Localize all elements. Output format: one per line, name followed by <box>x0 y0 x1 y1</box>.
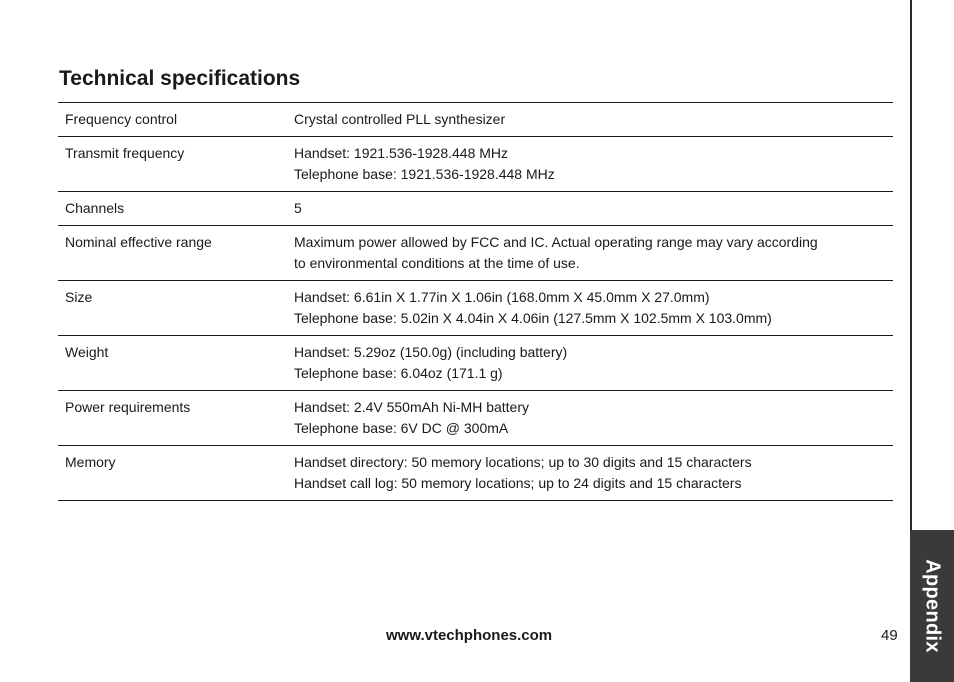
spec-value-line: Telephone base: 5.02in X 4.04in X 4.06in (127.5mm X 102.5mm X 103.0mm) <box>294 310 772 326</box>
footer-url: www.vtechphones.com <box>386 627 553 644</box>
spec-row <box>58 336 893 391</box>
specifications-table-body <box>58 103 893 501</box>
specifications-table <box>58 102 893 501</box>
spec-row <box>58 137 893 192</box>
spec-value-line: Handset: 1921.536-1928.448 MHz <box>294 145 509 161</box>
spec-label: Weight <box>65 344 109 360</box>
spec-value <box>294 391 893 446</box>
spec-row <box>58 192 893 226</box>
spec-value-line: to environmental conditions at the time of use. <box>294 255 580 271</box>
spec-label: Channels <box>65 200 125 216</box>
spec-value-line: Telephone base: 6.04oz (171.1 g) <box>294 365 503 381</box>
spec-value-line: Handset directory: 50 memory locations; up to 30 digits and 15 characters <box>294 454 752 470</box>
spec-label: Nominal effective range <box>65 234 212 250</box>
appendix-side-tab <box>910 530 954 682</box>
spec-value-line: Maximum power allowed by FCC and IC. Actual operating range may vary according <box>294 234 818 250</box>
spec-value-line: Handset: 5.29oz (150.0g) (including battery) <box>294 344 568 360</box>
appendix-tab-label: Appendix <box>921 559 944 653</box>
spec-row <box>58 446 893 501</box>
spec-value <box>294 446 893 501</box>
spec-value <box>294 192 893 226</box>
spec-label: Transmit frequency <box>65 145 185 161</box>
spec-value-line: Telephone base: 1921.536-1928.448 MHz <box>294 166 555 182</box>
spec-value <box>294 281 893 336</box>
spec-value-line: Handset: 2.4V 550mAh Ni-MH battery <box>294 399 529 415</box>
spec-value <box>294 103 893 137</box>
spec-label: Frequency control <box>65 111 178 127</box>
spec-value-line: 5 <box>294 200 302 216</box>
spec-row <box>58 281 893 336</box>
spec-value <box>294 336 893 391</box>
page-number: 49 <box>881 627 898 644</box>
spec-row <box>58 103 893 137</box>
spec-value-line: Handset call log: 50 memory locations; up to 24 digits and 15 characters <box>294 475 742 491</box>
spec-value <box>294 137 893 192</box>
spec-label: Power requirements <box>65 399 191 415</box>
spec-label: Size <box>65 289 93 305</box>
spec-value-line: Handset: 6.61in X 1.77in X 1.06in (168.0mm X 45.0mm X 27.0mm) <box>294 289 710 305</box>
spec-label: Memory <box>65 454 116 470</box>
spec-value <box>294 226 893 281</box>
spec-row <box>58 226 893 281</box>
spec-value-line: Telephone base: 6V DC @ 300mA <box>294 420 509 436</box>
spec-value-line: Crystal controlled PLL synthesizer <box>294 111 506 127</box>
spec-row <box>58 391 893 446</box>
right-margin-rule <box>910 0 912 530</box>
page-title: Technical specifications <box>59 67 301 90</box>
